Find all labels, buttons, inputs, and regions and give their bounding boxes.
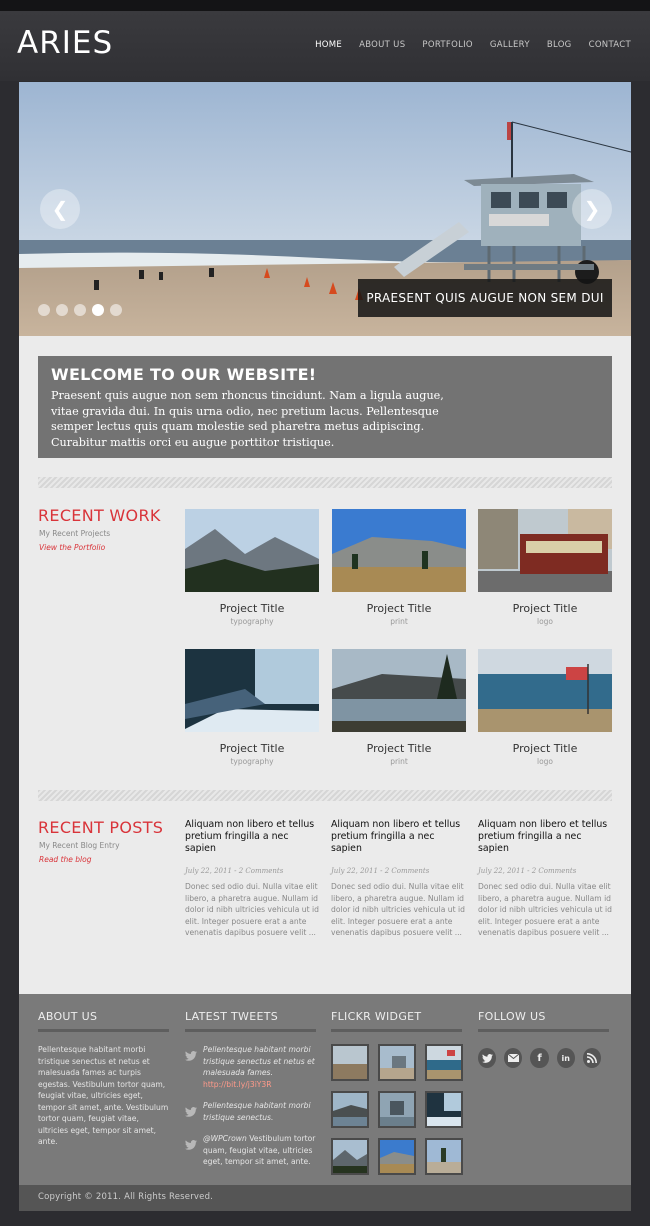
social-icons	[478, 1048, 609, 1068]
work-thumb-snow[interactable]	[185, 649, 319, 732]
footer-tweets	[185, 1010, 316, 1168]
chevron-left-icon: ❮	[51, 197, 69, 221]
site-footer	[19, 994, 631, 1185]
nav-portfolio[interactable]: PORTFOLIO	[422, 40, 473, 50]
work-category: typography	[230, 617, 274, 626]
blog-post	[331, 819, 467, 939]
flickr-thumb[interactable]	[425, 1138, 463, 1175]
slide-caption: PRAESENT QUIS AUGUE NON SEM DUI	[358, 279, 612, 317]
tweet-text: Pellentesque habitant morbi tristique senectus.	[203, 1101, 311, 1122]
flickr-thumb[interactable]	[331, 1091, 369, 1128]
work-item[interactable]	[478, 509, 612, 626]
post-excerpt: Donec sed odio dui. Nulla vitae elit libero, a pharetra augue. Nullam id dolor id nibh ultricies vehicula ut id elit. Integer posuere erat a ante venenatis dapibus posuere velit ...	[478, 882, 612, 937]
main-nav	[298, 40, 631, 50]
work-item[interactable]	[332, 649, 466, 766]
flickr-thumb[interactable]	[331, 1044, 369, 1081]
footer-flickr-title: FLICKR WIDGET	[331, 1010, 462, 1032]
work-item[interactable]	[332, 509, 466, 626]
work-category: print	[390, 617, 408, 626]
footer-tweets-title: LATEST TWEETS	[185, 1010, 316, 1032]
site-header	[0, 11, 650, 81]
top-bar	[0, 0, 650, 11]
tweet-text: Pellentesque habitant morbi tristique senectus et netus et malesuada fames.	[203, 1045, 315, 1077]
chevron-right-icon: ❯	[583, 197, 601, 221]
rss-icon[interactable]	[583, 1048, 601, 1068]
hero-slider	[19, 82, 631, 336]
work-category: logo	[536, 757, 554, 766]
tweet-text: Vestibulum tortor quam, feugiat vitae, ultricies eget, tempor sit amet, ante.	[203, 1134, 316, 1166]
work-title: Project Title	[366, 602, 432, 615]
work-item[interactable]	[185, 509, 319, 626]
flickr-thumb[interactable]	[378, 1138, 416, 1175]
work-title: Project Title	[219, 742, 285, 755]
welcome-text: Praesent quis augue non sem rhoncus tincidunt. Nam a ligula augue, vitae gravida dui. In quis urna odio, nec pretium lacus. Pellentesque semper lectus quis quam molestie sed pharetra metus adipiscing. Curabitur mattis orci eu augue porttitor tristique.	[51, 389, 444, 449]
work-category: print	[390, 757, 408, 766]
portfolio-link[interactable]: View the Portfolio	[39, 543, 106, 552]
twitter-bird-icon	[185, 1102, 203, 1123]
main-content	[19, 336, 631, 994]
footer-flickr	[331, 1010, 462, 1175]
footer-about	[38, 1010, 169, 1148]
post-excerpt: Donec sed odio dui. Nulla vitae elit libero, a pharetra augue. Nullam id dolor id nibh ultricies vehicula ut id elit. Integer posuere erat a ante venenatis dapibus posuere velit ...	[331, 882, 465, 937]
twitter-bird-icon	[185, 1046, 203, 1090]
section-divider	[38, 790, 612, 801]
nav-contact[interactable]: CONTACT	[588, 40, 631, 50]
nav-about-us[interactable]: ABOUT US	[359, 40, 406, 50]
flickr-thumb[interactable]	[378, 1091, 416, 1128]
section-divider	[38, 477, 612, 488]
post-meta: July 22, 2011 - 2 Comments	[478, 867, 577, 875]
work-title: Project Title	[219, 602, 285, 615]
recent-work-subtitle: My Recent Projects	[39, 529, 111, 538]
work-item[interactable]	[185, 649, 319, 766]
slider-dot-1[interactable]	[38, 304, 50, 316]
post-excerpt: Donec sed odio dui. Nulla vitae elit libero, a pharetra augue. Nullam id dolor id nibh ultricies vehicula ut id elit. Integer posuere erat a ante venenatis dapibus posuere velit ...	[185, 882, 319, 937]
work-item[interactable]	[478, 649, 612, 766]
site-logo[interactable]: ARIES	[17, 25, 114, 61]
facebook-icon[interactable]: f	[530, 1048, 548, 1068]
flickr-thumb[interactable]	[425, 1044, 463, 1081]
work-category: logo	[536, 617, 554, 626]
work-title: Project Title	[512, 742, 578, 755]
welcome-title: WELCOME TO OUR WEBSITE!	[51, 365, 317, 384]
work-thumb-valley[interactable]	[185, 509, 319, 592]
work-thumb-cable-car[interactable]	[478, 509, 612, 592]
work-title: Project Title	[366, 742, 432, 755]
footer-follow	[478, 1010, 609, 1068]
work-thumb-lake[interactable]	[332, 649, 466, 732]
footer-follow-title: FOLLOW US	[478, 1010, 609, 1032]
work-category: typography	[230, 757, 274, 766]
slider-dot-5[interactable]	[110, 304, 122, 316]
flickr-thumb[interactable]	[378, 1044, 416, 1081]
email-icon[interactable]	[504, 1048, 522, 1068]
slider-pagination	[38, 304, 128, 316]
slider-next-button[interactable]	[572, 189, 612, 229]
slider-dot-2[interactable]	[56, 304, 68, 316]
nav-home[interactable]: HOME	[315, 40, 343, 50]
flickr-thumb[interactable]	[331, 1138, 369, 1175]
blog-post	[185, 819, 321, 939]
slider-dot-4[interactable]	[92, 304, 104, 316]
tweet-handle[interactable]: @WPCrown	[203, 1134, 247, 1143]
tweet-item	[185, 1044, 316, 1090]
slider-dot-3[interactable]	[74, 304, 86, 316]
copyright-bar	[19, 1185, 631, 1211]
post-title[interactable]: Aliquam non libero et tellus pretium fringilla a nec sapien	[331, 819, 461, 854]
footer-about-text: Pellentesque habitant morbi tristique senectus et netus et malesuada fames ac turpis egestas. Vestibulum tortor quam, feugiat vitae, ultricies eget, tempor sit amet, ante. Vestibulum tortor quam, feugiat vitae, ultricies eget, tempor sit amet, ante.	[38, 1045, 169, 1146]
tweet-link[interactable]: http://bit.ly/j3iY3R	[203, 1079, 272, 1089]
tweet-item	[185, 1133, 316, 1168]
blog-link[interactable]: Read the blog	[39, 855, 92, 864]
recent-posts-title: RECENT POSTS	[38, 818, 164, 837]
nav-blog[interactable]: BLOG	[546, 40, 572, 50]
twitter-icon[interactable]	[478, 1048, 496, 1068]
recent-work-title: RECENT WORK	[38, 506, 161, 525]
post-title[interactable]: Aliquam non libero et tellus pretium fringilla a nec sapien	[185, 819, 315, 854]
tweet-item	[185, 1100, 316, 1123]
post-title[interactable]: Aliquam non libero et tellus pretium fringilla a nec sapien	[478, 819, 608, 854]
work-title: Project Title	[512, 602, 578, 615]
recent-posts-subtitle: My Recent Blog Entry	[39, 841, 120, 850]
nav-gallery[interactable]: GALLERY	[489, 40, 530, 50]
footer-about-title: ABOUT US	[38, 1010, 169, 1032]
copyright-text: Copyright © 2011. All Rights Reserved.	[38, 1192, 214, 1202]
linkedin-icon[interactable]: in	[557, 1048, 575, 1068]
post-meta: July 22, 2011 - 2 Comments	[331, 867, 430, 875]
blog-post	[478, 819, 614, 939]
slider-prev-button[interactable]	[40, 189, 80, 229]
flickr-thumb[interactable]	[425, 1091, 463, 1128]
flickr-grid	[331, 1044, 462, 1175]
post-meta: July 22, 2011 - 2 Comments	[185, 867, 284, 875]
welcome-box	[38, 356, 612, 458]
work-thumb-dome[interactable]	[332, 509, 466, 592]
work-thumb-ocean-flag[interactable]	[478, 649, 612, 732]
twitter-bird-icon	[185, 1135, 203, 1168]
